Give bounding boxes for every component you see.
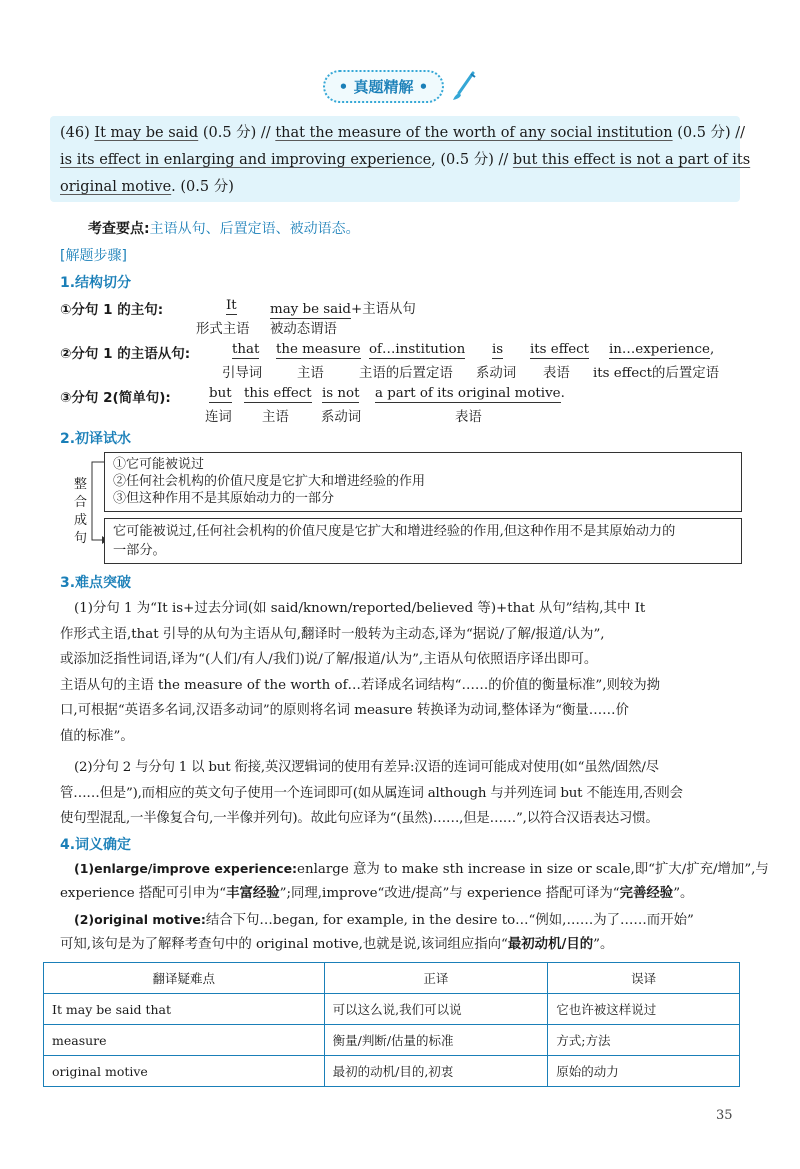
draft-items-box: ①它可能被说过 ②任何社会机构的价值尺度是它扩大和增进经验的作用 ③但这种作用不是其原始动力的一部分 xyxy=(104,452,742,512)
r2-label: ②分句 1 的主语从句: xyxy=(60,346,191,362)
section-header-title: • 真题精解 • xyxy=(323,70,445,103)
answer-line-2: is its effect in enlarging and improving experience, (0.5 分) // but this effect is not a part of its xyxy=(60,152,751,168)
r1-label: ①分句 1 的主句: xyxy=(60,302,164,318)
segment-4: but this effect is not a part of its xyxy=(512,152,751,168)
segment-1: It may be said xyxy=(94,125,199,141)
key-points: 考查要点:主语从句、后置定语、被动语态。 xyxy=(88,221,360,237)
steps-title: [解题步骤] xyxy=(60,248,127,264)
answer-line-1: (46) It may be said (0.5 分) // that the measure of the worth of any social institution (0.5 分) // xyxy=(60,125,746,141)
step4-para1: (1)enlarge/improve experience:enlarge 意为 to make sth increase in size or scale,即“扩大/扩充/增加”,与 xyxy=(74,861,769,877)
table-row: original motive 最初的动机/目的,初衷 原始的动力 xyxy=(44,1056,740,1087)
combine-label: 整 合 成 句 xyxy=(74,477,88,546)
step3-para2: (2)分句 2 与分句 1 以 but 衔接,英汉逻辑词的使用有差异:汉语的连词可能成对使用(如“虽然/固然/尽 xyxy=(74,760,659,775)
translation-table xyxy=(43,962,740,1087)
combined-result-box: 它可能被说过,任何社会机构的价值尺度是它扩大和增进经验的作用,但这种作用不是其原始动力的 一部分。 xyxy=(104,518,742,564)
answer-line-3: original motive. (0.5 分) xyxy=(60,179,234,195)
step3-para1: (1)分句 1 为“It is+过去分词(如 said/known/reported/believed 等)+that 从句”结构,其中 It xyxy=(74,601,646,616)
table-row: It may be said that 可以这么说,我们可以说 它也许被这样说过 xyxy=(44,994,740,1025)
step3-title: 3.难点突破 xyxy=(60,575,132,591)
step4-title: 4.词义确定 xyxy=(60,837,132,853)
pen-brush-icon xyxy=(451,71,477,105)
r3-label: ③分句 2(简单句): xyxy=(60,390,171,406)
segment-3: is its effect in enlarging and improving experience xyxy=(60,152,432,168)
step1-title: 1.结构切分 xyxy=(60,275,132,291)
segment-2: that the measure of the worth of any social institution xyxy=(275,125,673,141)
table-header-row: 翻译疑难点 正译 误译 xyxy=(44,963,740,994)
step4-para2: (2)original motive:结合下句…began, for example, in the desire to…“例如,……为了……而开始” xyxy=(74,912,694,928)
step2-title: 2.初译试水 xyxy=(60,431,132,447)
section-header xyxy=(0,70,800,105)
page-number: 35 xyxy=(716,1108,733,1123)
table-row: measure 衡量/判断/估量的标准 方式;方法 xyxy=(44,1025,740,1056)
